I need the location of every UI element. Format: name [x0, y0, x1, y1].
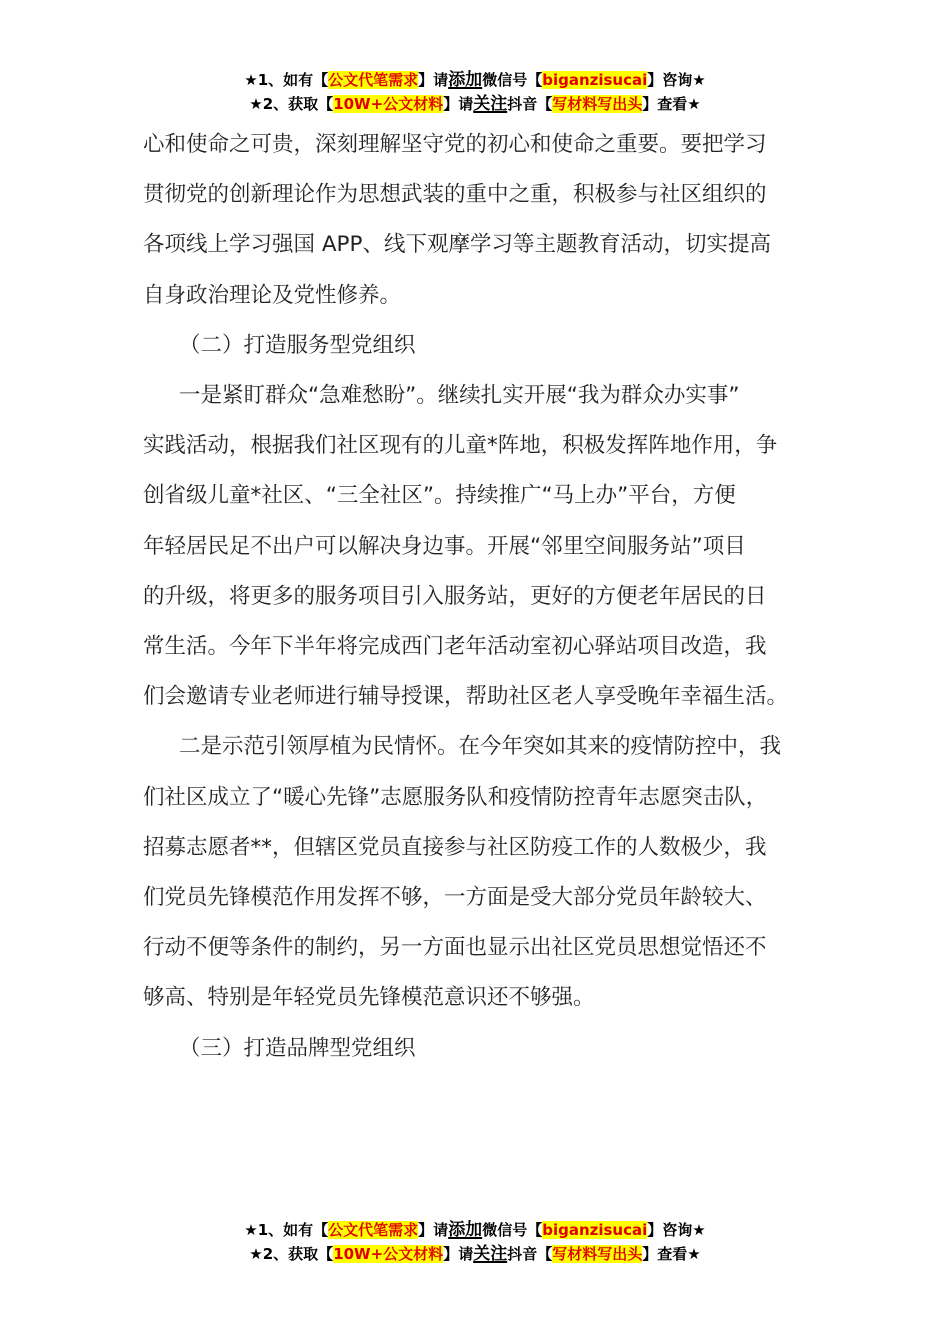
document-body — [143, 120, 811, 1074]
highlight-materials: 10W+公文材料 — [333, 1245, 444, 1263]
highlight-wechat-id: biganzisucai — [542, 1221, 648, 1239]
paragraph-service-1: 一是紧盯群众“急难愁盼”。继续扎实开展“我为群众办实事” 实践活动，根据我们社区现有的儿童*阵地，积极发挥阵地作用，争 创省级儿童*社区、“三全社区”。持续推广“马上办”平台，方便 年轻居民足不出户可以解决身边事。开展“邻里空间服务站”项目 的升级，将更多的服务项目引入服务站，更好的方便老年居民的日 常生活。今年下半年将完成西门老年活动室初心驿站项目改造，我 们会邀请专业老师进行辅导授课，帮助社区老人享受晚年幸福生活。 — [143, 383, 789, 710]
highlight-wechat-id: biganzisucai — [542, 71, 648, 89]
paragraph-service-2: 二是示范引领厚植为民情怀。在今年突如其来的疫情防控中，我 们社区成立了“暖心先锋”志愿服务队和疫情防控青年志愿突击队， 招募志愿者**，但辖区党员直接参与社区防疫工作的人数极少，我 们党员先锋模范作用发挥不够，一方面是受大部分党员年龄较大、 行动不便等条件的制约，另一方面也显示出社区党员思想觉悟还不 够高、特别是年轻党员先锋模范意识还不够强。 — [143, 734, 782, 1011]
section-heading-2: （二）打造服务型党组织 — [179, 332, 416, 358]
paragraph-intro: 心和使命之可贵，深刻理解坚守党的初心和使命之重要。要把学习 贯彻党的创新理论作为思想武装的重中之重，积极参与社区组织的 各项线上学习强国 APP、线下观摩学习等主题教育活动，切实提高 自身政治理论及党性修养。 — [143, 132, 771, 308]
promo-line-1: ★1、如有【公文代笔需求】请添加微信号【biganzisucai】咨询★ — [244, 70, 706, 90]
highlight-materials: 10W+公文材料 — [333, 95, 444, 113]
promo-line-2: ★2、获取【10W+公文材料】请关注抖音【写材料写出头】查看★ — [249, 1244, 701, 1264]
promo-line-1: ★1、如有【公文代笔需求】请添加微信号【biganzisucai】咨询★ — [244, 1220, 706, 1240]
highlight-service: 公文代笔需求 — [328, 1221, 419, 1239]
highlight-douyin-account: 写材料写出头 — [552, 1245, 643, 1263]
promo-line-2: ★2、获取【10W+公文材料】请关注抖音【写材料写出头】查看★ — [249, 94, 701, 114]
header-promo-banner — [0, 68, 950, 116]
highlight-douyin-account: 写材料写出头 — [552, 95, 643, 113]
section-heading-3: （三）打造品牌型党组织 — [179, 1035, 416, 1061]
highlight-service: 公文代笔需求 — [328, 71, 419, 89]
footer-promo-banner — [0, 1218, 950, 1266]
